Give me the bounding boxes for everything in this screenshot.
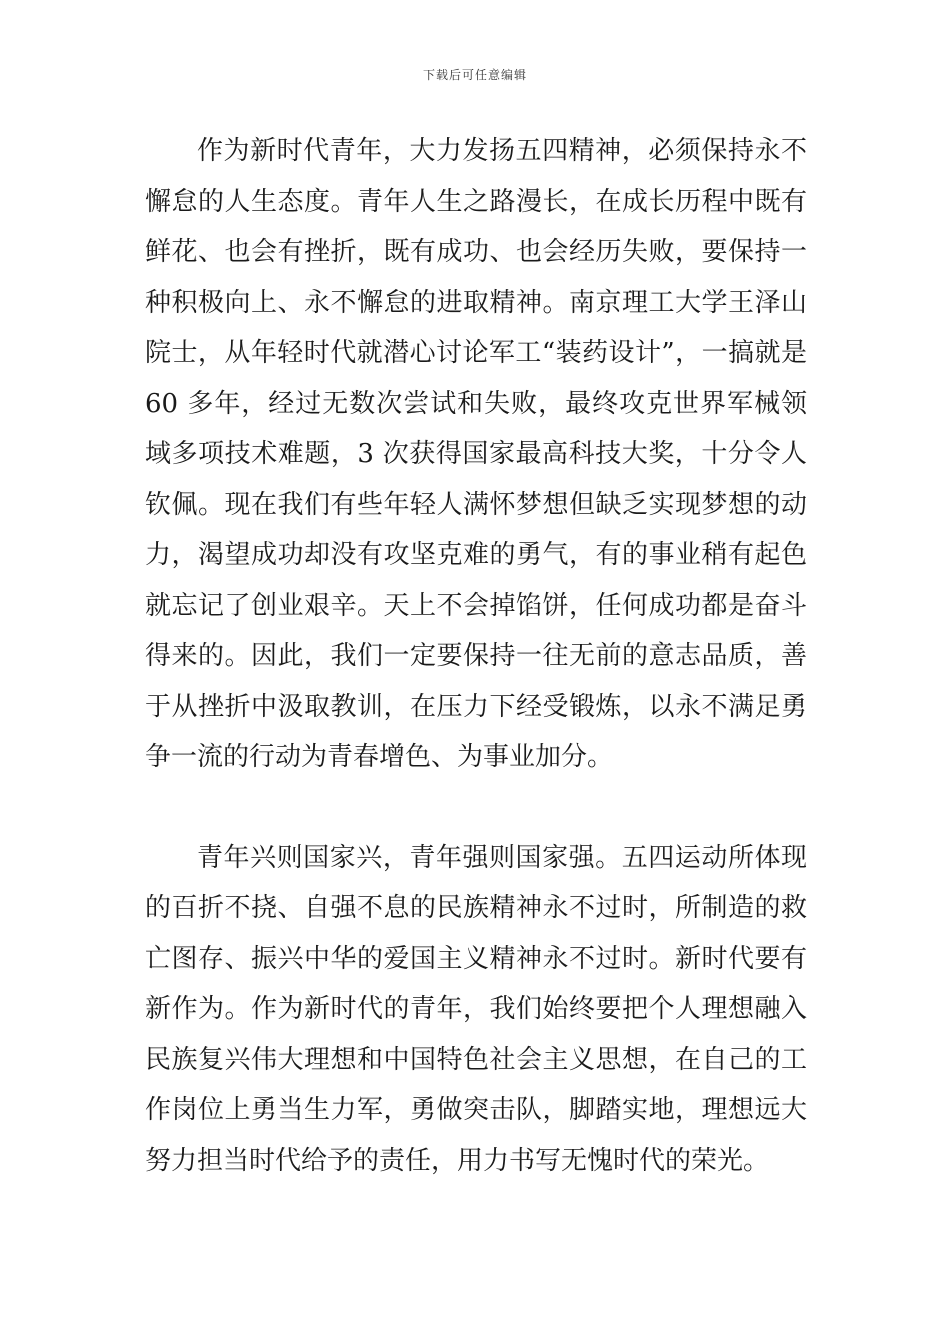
page-header: 下载后可任意编辑: [422, 68, 527, 82]
paragraph: 作为新时代青年，大力发扬五四精神，必须保持永不懈怠的人生态度。青年人生之路漫长，在成长历程中既有鲜花、也会有挫折，既有成功、也会经历失败，要保持一种积极向上、永不懈怠的进取精神。南京理工大学王泽山院士，从年轻时代就潜心讨论军工“装药设计”，一搞就是 60 多年，经过无数次尝试和失败，最终攻克世界军械领域多项技术难题，3 次获得国家最高科技大奖，十分令人钦佩。现在我们有些年轻人满怀梦想但缺乏实现梦想的动力，渴望成功却没有攻坚克难的勇气，有的事业稍有起色就忘记了创业艰辛。天上不会掉馅饼，任何成功都是奋斗得来的。因此，我们一定要保持一往无前的意志品质，善于从挫折中汲取教训，在压力下经受锻炼，以永不满足勇争一流的行动为青春增色、为事业加分。: [145, 136, 807, 772]
document-body: [145, 126, 807, 1186]
paragraph: 青年兴则国家兴，青年强则国家强。五四运动所体现的百折不挠、自强不息的民族精神永不过时，所制造的救亡图存、振兴中华的爱国主义精神永不过时。新时代要有新作为。作为新时代的青年，我们始终要把个人理想融入民族复兴伟大理想和中国特色社会主义思想，在自己的工作岗位上勇当生力军，勇做突击队，脚踏实地，理想远大努力担当时代给予的责任，用力书写无愧时代的荣光。: [145, 842, 807, 1176]
